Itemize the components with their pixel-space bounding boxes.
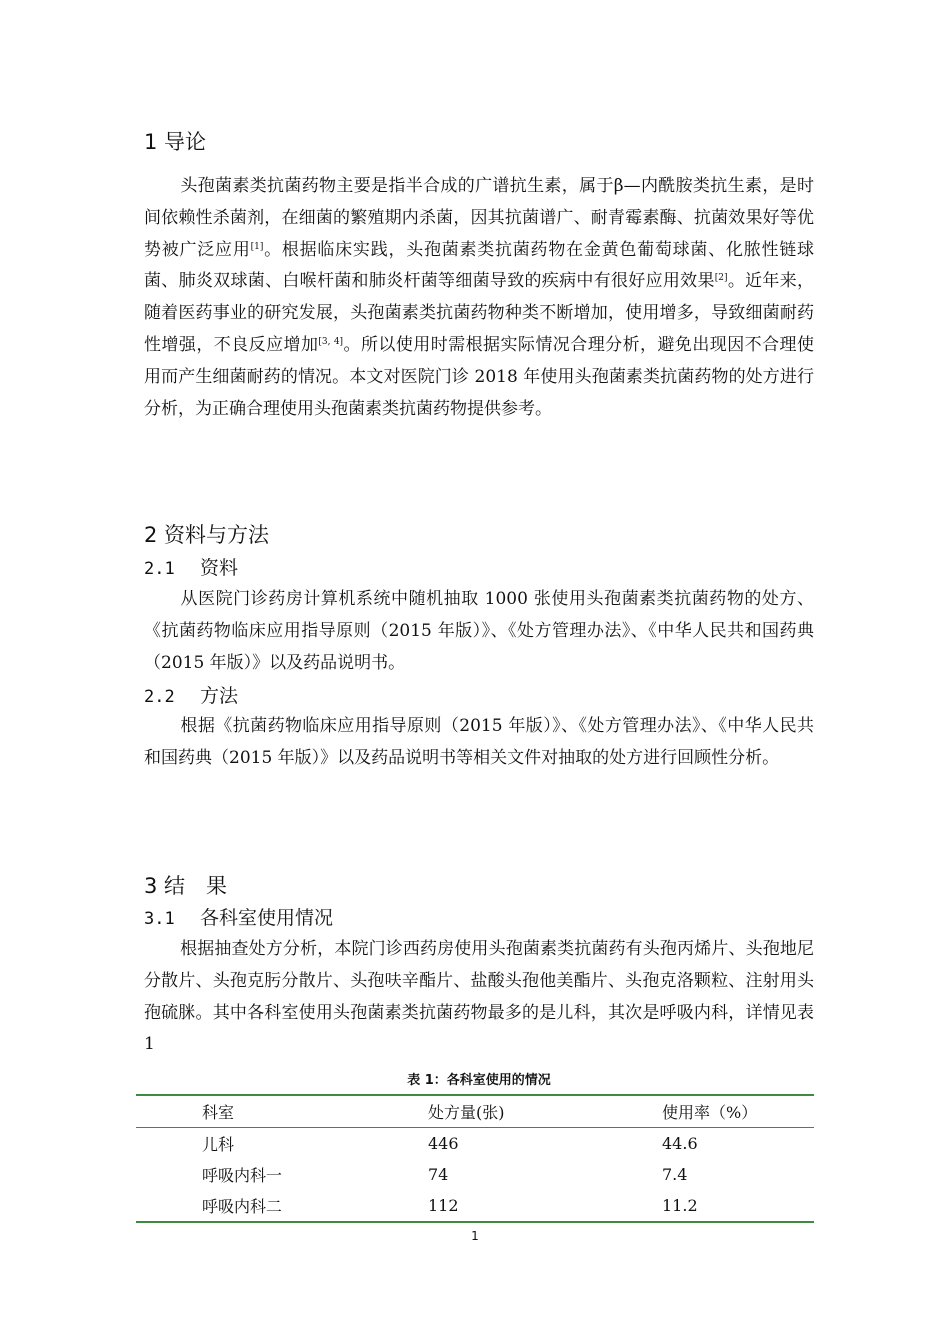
section-heading-results: 3 结 果 — [144, 874, 228, 898]
subsection-heading-methods — [144, 681, 238, 708]
intro-text-d: 。所以使用时需根据实际情况合理分析，避免出现因不合理使用而产生细菌耐药的情况。本文对医院门诊 2018 年使用头孢菌素类抗菌药物的处方进行分析，为正确合理使用头孢菌素类抗菌药物提供参考。 — [144, 334, 814, 419]
subsection-title: 方法 — [200, 685, 239, 707]
section-heading-methods: 2 资料与方法 — [144, 523, 270, 547]
intro-text-b: 。根据临床实践，头孢菌素类抗菌药物在金黄色葡萄球菌、化脓性链球菌、肺炎双球菌、白喉杆菌和肺炎杆菌等细菌导致的疾病中有很好应用效果 — [144, 239, 815, 292]
results-text: 根据抽查处方分析，本院门诊西药房使用头孢菌素类抗菌药有头孢丙烯片、头孢地尼分散片、头孢克肟分散片、头孢呋辛酯片、盐酸头孢他美酯片、头孢克洛颗粒、注射用头孢硫脒。其中各科室使用头孢菌素类抗菌药物最多的是儿科，其次是呼吸内科，详情见表 1 — [144, 939, 814, 1055]
table-cell: 11.2 — [662, 1190, 814, 1222]
subsection-heading-department-usage — [144, 903, 333, 930]
table-cell: 112 — [428, 1190, 662, 1222]
subsection-number: 3.1 — [144, 909, 175, 929]
subsection-title: 资料 — [200, 557, 239, 579]
table-cell: 74 — [428, 1165, 449, 1184]
subsection-number: 2.1 — [144, 559, 175, 579]
table-cell: 呼吸内科二 — [136, 1190, 428, 1222]
page-number: 1 — [471, 1229, 479, 1243]
intro-text-c: 。近年来，随着医药事业的研究发展，头孢菌素类抗菌药物种类不断增加，使用增多，导致细菌耐药性增强，不良反应增加 — [144, 271, 815, 355]
citation-ref-1: [1] — [250, 241, 264, 252]
methods-paragraph — [144, 711, 814, 775]
materials-text: 从医院门诊药房计算机系统中随机抽取 1000 张使用头孢菌素类抗菌药物的处方、《抗菌药物临床应用指导原则（2015 年版）》、《处方管理办法》、《中华人民共和国药典（2015 年版）》以及药品说明书。 — [144, 589, 814, 673]
subsection-heading-materials — [144, 553, 238, 580]
table-cell: 儿科 — [202, 1135, 235, 1154]
table-cell: 呼吸内科一 — [202, 1166, 283, 1185]
table-header-cell: 科室 — [136, 1095, 428, 1128]
methods-text: 根据《抗菌药物临床应用指导原则（2015 年版）》、《处方管理办法》、《中华人民共和国药典（2015 年版）》以及药品说明书等相关文件对抽取的处方进行回顾性分析。 — [144, 716, 814, 768]
subsection-title: 各科室使用情况 — [200, 907, 334, 929]
materials-paragraph — [144, 584, 814, 679]
table-cell: 7.4 — [662, 1165, 688, 1184]
results-paragraph — [144, 934, 814, 1061]
citation-ref-2: [2] — [714, 273, 728, 284]
table-header-cell: 使用率（%） — [662, 1095, 814, 1128]
department-usage-table — [136, 1094, 814, 1223]
table-cell: 446 — [428, 1134, 459, 1153]
table-cell: 44.6 — [662, 1134, 698, 1153]
intro-text-a: 头孢菌素类抗菌药物主要是指半合成的广谱抗生素，属于β—内酰胺类抗生素，是时间依赖性杀菌剂，在细菌的繁殖期内杀菌，因其抗菌谱广、耐青霉素酶、抗菌效果好等优势被广泛应用 — [144, 176, 814, 260]
subsection-number: 2.2 — [144, 687, 175, 707]
section-heading-intro: 1 导论 — [144, 130, 207, 154]
table-row — [136, 1159, 814, 1190]
table-row — [136, 1190, 814, 1222]
citation-ref-3-4: [3, 4] — [318, 336, 344, 347]
table-header-cell: 处方量(张) — [428, 1095, 662, 1128]
table-caption: 表 1：各科室使用的情况 — [407, 1073, 551, 1088]
table-header-row — [136, 1095, 814, 1128]
table-row — [136, 1128, 814, 1160]
intro-paragraph — [144, 171, 814, 425]
